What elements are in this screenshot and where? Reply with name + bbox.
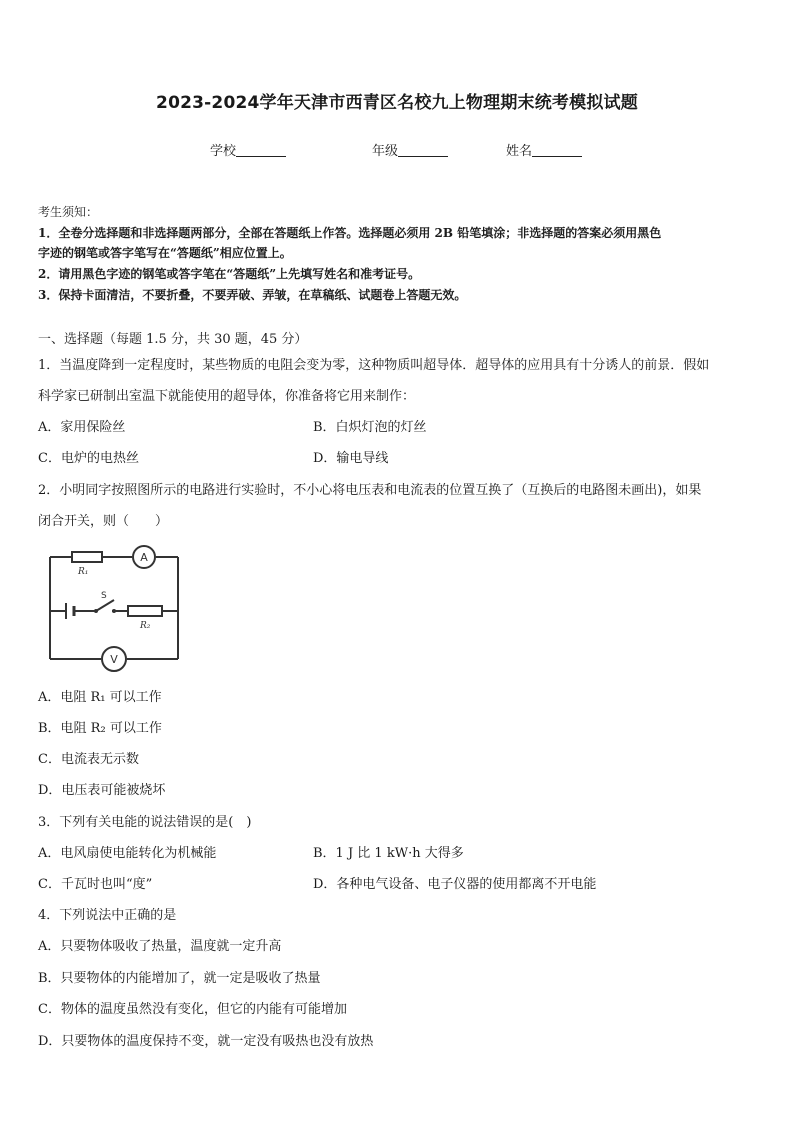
q2-stem-line1: 2．小明同字按照图所示的电路进行实验时，不小心将电压表和电流表的位置互换了（互换后的电路图未画出)，如果: [38, 483, 702, 498]
r2-label: R₂: [140, 621, 151, 631]
q4-stem: 4．下列说法中正确的是: [38, 908, 177, 923]
page-title: 2023-2024学年天津市西青区名校九上物理期末统考模拟试题: [156, 93, 638, 113]
q3-option-a: A．电风扇使电能转化为机械能: [38, 846, 217, 861]
section-heading: 一、选择题（每题 1.5 分，共 30 题，45 分）: [38, 332, 308, 347]
resistor-r2: [128, 606, 162, 616]
school-field: [210, 140, 286, 159]
ammeter-label: A: [140, 551, 148, 564]
grade-blank: [398, 143, 448, 157]
notice-item-1: 1．全卷分选择题和非选择题两部分，全部在答题纸上作答。选择题必须用 2B 铅笔填涂；非选择题的答案必须用黑色: [38, 226, 662, 240]
school-label: 学校: [210, 144, 237, 159]
grade-field: [372, 140, 448, 159]
q2-option-c: C．电流表无示数: [38, 752, 139, 767]
school-blank: [236, 143, 286, 157]
q3-stem: 3．下列有关电能的说法错误的是( ): [38, 815, 252, 830]
q2-option-a: A．电阻 R₁ 可以工作: [38, 690, 162, 705]
switch-label: S: [101, 591, 107, 601]
q2-stem-line2: 闭合开关，则（ ）: [38, 514, 169, 529]
q4-option-d: D．只要物体的温度保持不变，就一定没有吸热也没有放热: [38, 1034, 374, 1049]
notice-item-3: 3．保持卡面清洁，不要折叠，不要弄破、弄皱，在草稿纸、试题卷上答题无效。: [38, 288, 467, 302]
q4-option-c: C．物体的温度虽然没有变化，但它的内能有可能增加: [38, 1002, 347, 1017]
switch-contact-left: [94, 609, 98, 613]
r1-label: R₁: [78, 567, 89, 577]
q3-option-b: B．1 J 比 1 kW·h 大得多: [313, 846, 464, 861]
q2-option-d: D．电压表可能被烧坏: [38, 783, 166, 798]
name-blank: [532, 143, 582, 157]
q3-option-d: D．各种电气设备、电子仪器的使用都离不开电能: [313, 877, 597, 892]
q1-stem-line1: 1．当温度降到一定程度时，某些物质的电阻会变为零，这种物质叫超导体．超导体的应用具有十分诱人的前景．假如: [38, 358, 710, 373]
q4-option-b: B．只要物体的内能增加了，就一定是吸收了热量: [38, 971, 321, 986]
notice-header: 考生须知：: [38, 205, 99, 219]
grade-label: 年级: [372, 144, 399, 159]
q1-option-d: D．输电导线: [313, 451, 389, 466]
switch-contact-right: [112, 609, 116, 613]
q1-option-c: C．电炉的电热丝: [38, 451, 139, 466]
q4-option-a: A．只要物体吸收了热量，温度就一定升高: [38, 939, 282, 954]
q1-option-b: B．白炽灯泡的灯丝: [313, 420, 427, 435]
name-field: [506, 140, 582, 159]
name-label: 姓名: [506, 144, 533, 159]
q3-option-c: C．千瓦时也叫“度”: [38, 877, 153, 892]
notice-item-2: 2．请用黑色字迹的钢笔或答字笔在“答题纸”上先填写姓名和准考证号。: [38, 267, 421, 281]
q1-option-a: A．家用保险丝: [38, 420, 126, 435]
q2-option-b: B．电阻 R₂ 可以工作: [38, 721, 162, 736]
voltmeter-label: V: [110, 653, 118, 666]
q1-stem-line2: 科学家已研制出室温下就能使用的超导体，你准备将它用来制作：: [38, 389, 416, 404]
notice-item-1-cont: 字迹的钢笔或答字笔写在“答题纸”相应位置上。: [38, 246, 292, 260]
circuit-diagram: [44, 545, 186, 675]
resistor-r1: [72, 552, 102, 562]
